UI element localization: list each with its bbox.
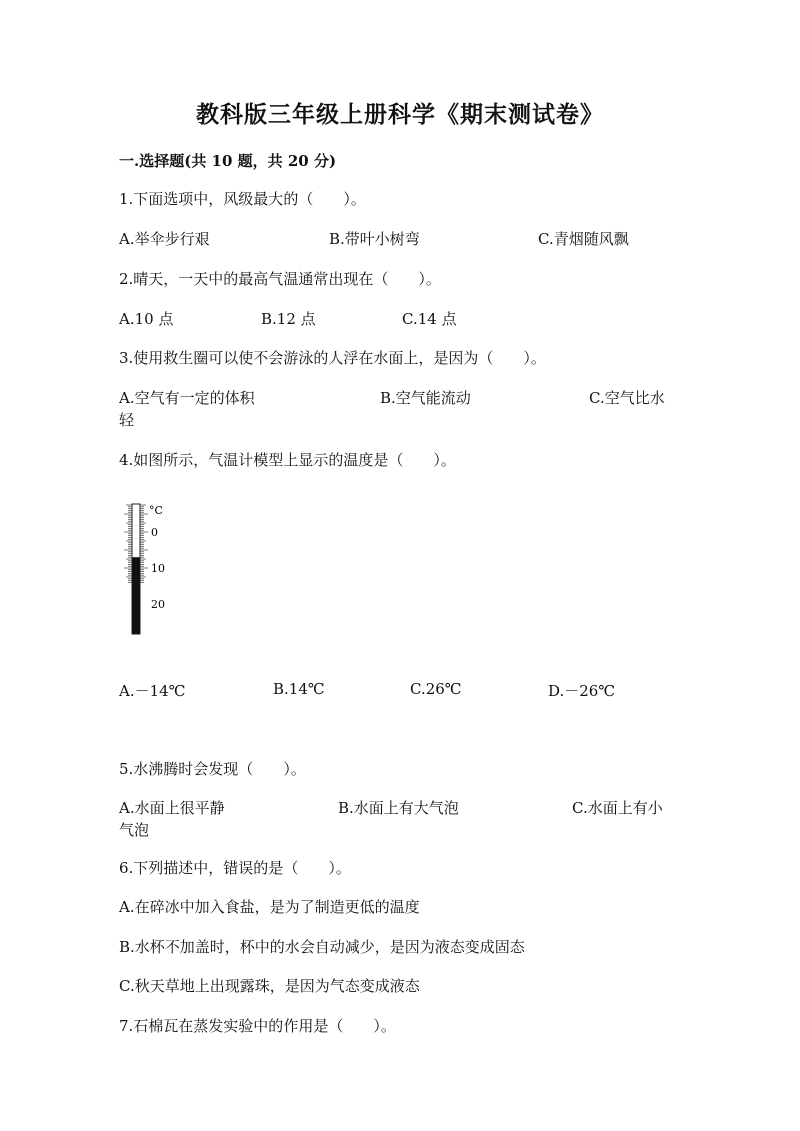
question-2: 2.晴天，一天中的最高气温通常出现在（ ）。	[119, 270, 441, 288]
q5-option-c: C.水面上有小	[572, 799, 663, 817]
thermometer-liquid	[132, 557, 140, 634]
q3-option-c-wrap: 轻	[119, 411, 135, 429]
question-4: 4.如图所示，气温计模型上显示的温度是（ ）。	[119, 451, 456, 469]
q4-option-b: B.14℃	[273, 680, 325, 698]
q4-option-d: D.－26℃	[548, 682, 616, 700]
question-1: 1.下面选项中，风级最大的（ ）。	[119, 190, 366, 208]
thermometer-label-10: 10	[151, 562, 165, 575]
q3-option-a: A.空气有一定的体积	[119, 389, 255, 407]
question-3: 3.使用救生圈可以使不会游泳的人浮在水面上，是因为（ ）。	[119, 349, 546, 367]
q3-option-b: B.空气能流动	[380, 389, 471, 407]
q4-option-a: A.－14℃	[119, 682, 186, 700]
thermometer-figure	[118, 498, 198, 638]
question-5: 5.水沸腾时会发现（ ）。	[119, 760, 306, 778]
question-7: 7.石棉瓦在蒸发实验中的作用是（ ）。	[119, 1017, 396, 1035]
q6-option-b: B.水杯不加盖时，杯中的水会自动减少，是因为液态变成固态	[119, 938, 525, 956]
q1-option-b: B.带叶小树弯	[329, 230, 420, 248]
q1-option-c: C.青烟随风飘	[538, 230, 629, 248]
q4-option-c: C.26℃	[410, 680, 462, 698]
thermometer-unit: °C	[149, 504, 163, 517]
q3-option-c: C.空气比水	[589, 389, 665, 407]
page-title: 教科版三年级上册科学《期末测试卷》	[196, 101, 604, 128]
q5-option-c-wrap: 气泡	[119, 821, 150, 839]
q2-option-a: A.10 点	[119, 310, 174, 328]
q2-option-c: C.14 点	[402, 310, 457, 328]
q5-option-a: A.水面上很平静	[119, 799, 225, 817]
question-6: 6.下列描述中，错误的是（ ）。	[119, 859, 351, 877]
q6-option-c: C.秋天草地上出现露珠，是因为气态变成液态	[119, 977, 420, 995]
q6-option-a: A.在碎冰中加入食盐，是为了制造更低的温度	[119, 898, 420, 916]
thermometer-label-20: 20	[151, 598, 165, 611]
section-heading: 一.选择题(共 10 题，共 20 分)	[119, 152, 337, 170]
q1-option-a: A.举伞步行艰	[119, 230, 210, 248]
thermometer-label-0: 0	[151, 526, 158, 539]
q2-option-b: B.12 点	[261, 310, 316, 328]
q5-option-b: B.水面上有大气泡	[338, 799, 459, 817]
